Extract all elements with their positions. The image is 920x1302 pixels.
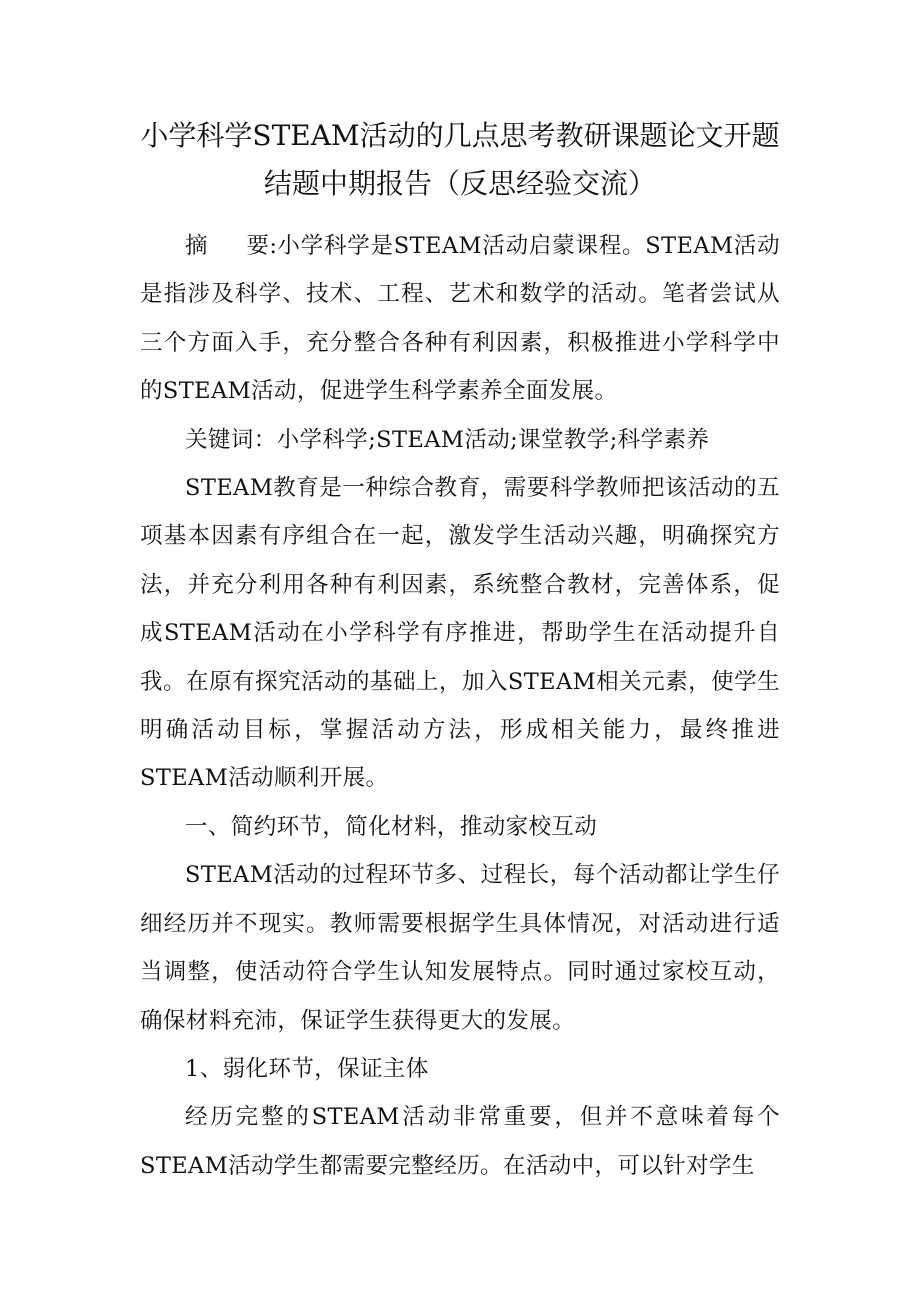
document-title: 小学科学STEAM活动的几点思考教研课题论文开题结题中期报告（反思经验交流） xyxy=(140,119,780,200)
abstract-text: 小学科学是STEAM活动启蒙课程。STEAM活动是指涉及科学、技术、工程、艺术和数学的活动。笔者尝试从三个方面入手，充分整合各种有利因素，积极推进小学科学中的STEAM活动，促进学生科学素养全面发展。 xyxy=(140,233,780,405)
keywords-paragraph: 关键词：小学科学;STEAM活动;课堂教学;科学素养 xyxy=(185,426,710,453)
abstract-label-second: 要: xyxy=(246,233,277,259)
intro-paragraph: STEAM教育是一种综合教育，需要科学教师把该活动的五项基本因素有序组合在一起，激发学生活动兴趣，明确探究方法，并充分利用各种有利因素，系统整合教材，完善体系，促成STEAM活动在小学科学有序推进，帮助学生在活动提升自我。在原有探究活动的基础上，加入STEAM相关元素，使学生明确活动目标，掌握活动方法，形成相关能力，最终推进STEAM活动顺利开展。 xyxy=(140,475,780,792)
abstract-label-first: 摘 xyxy=(185,233,208,259)
section-heading-1: 一、简约环节，简化材料，推动家校互动 xyxy=(185,813,598,840)
subsection-1-paragraph: 经历完整的STEAM活动非常重要，但并不意味着每个STEAM活动学生都需要完整经历。在活动中，可以针对学生 xyxy=(140,1104,780,1179)
subsection-heading-1: 1、弱化环节，保证主体 xyxy=(185,1055,429,1082)
abstract-paragraph xyxy=(140,222,780,416)
abstract-label xyxy=(185,233,277,259)
document-body xyxy=(140,222,780,1190)
section-1-paragraph: STEAM活动的过程环节多、过程长，每个活动都让学生仔细经历并不现实。教师需要根据学生具体情况，对活动进行适当调整，使活动符合学生认知发展特点。同时通过家校互动，确保材料充沛，保证学生获得更大的发展。 xyxy=(140,862,780,1034)
